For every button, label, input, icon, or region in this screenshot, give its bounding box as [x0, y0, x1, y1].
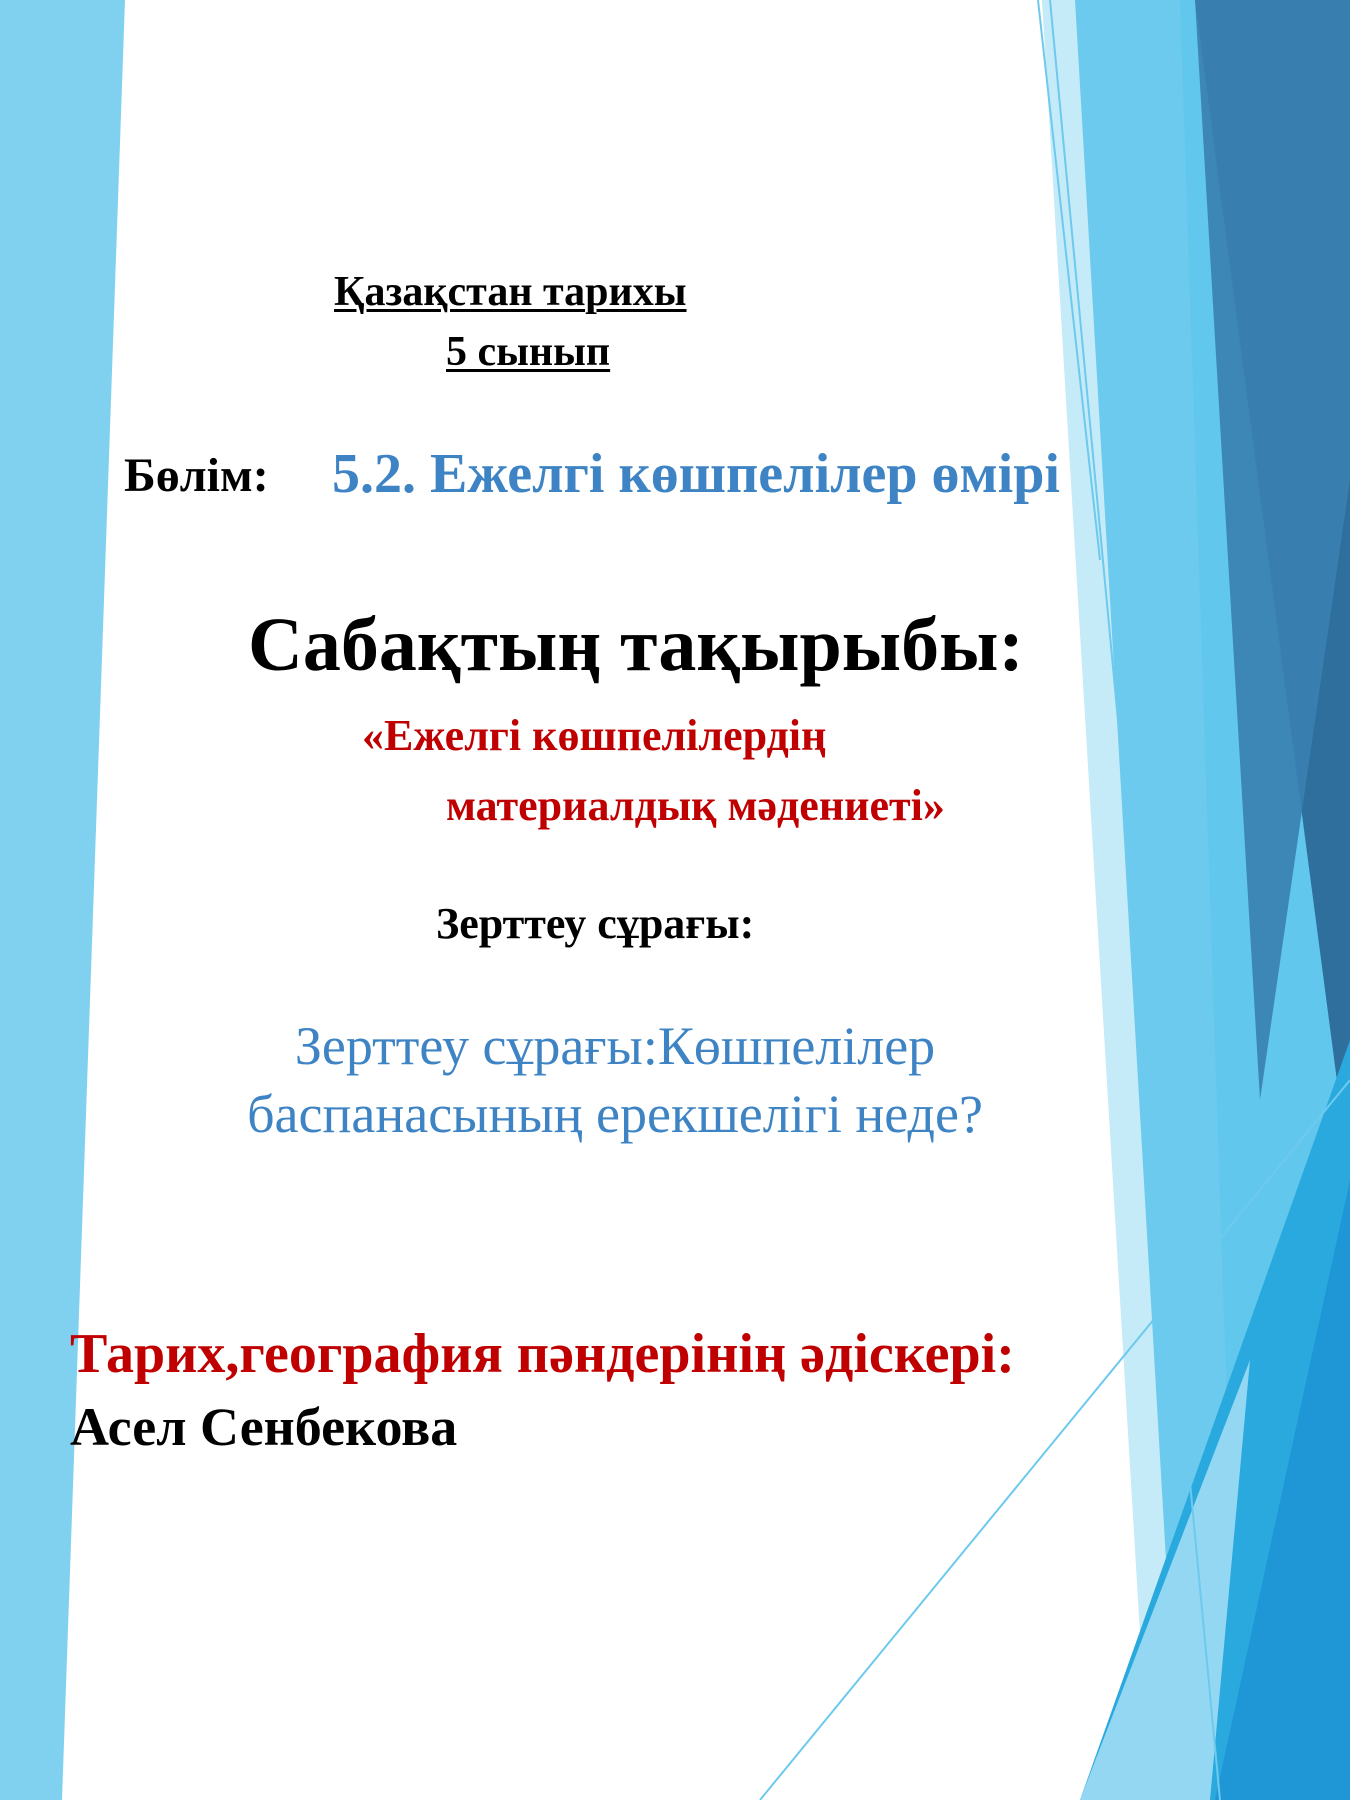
research-question-line2: баспанасының ерекшелігі неде? [247, 1084, 983, 1144]
section-value: 5.2. Ежелгі көшпелілер өмірі [332, 443, 1060, 505]
research-question-text [190, 1012, 1040, 1148]
grade-title: 5 сынып [446, 329, 611, 375]
section-label: Бөлім: [124, 449, 269, 502]
subject-title: Қазақстан тарихы [334, 269, 687, 315]
topic-title-line2: материалдық мәдениеті» [446, 781, 945, 830]
author-name: Асел Сенбекова [70, 1397, 458, 1457]
left-band [0, 0, 125, 1800]
research-question-line1: Зерттеу сұрағы:Көшпелілер [294, 1016, 936, 1076]
author-role: Тарих,география пәндерінің әдіскері: [70, 1323, 1015, 1385]
topic-label: Сабақтың тақырыбы: [248, 603, 1024, 687]
research-question-label: Зерттеу сұрағы: [436, 899, 755, 948]
topic-title-line1: «Ежелгі көшпелілердің [362, 711, 827, 760]
